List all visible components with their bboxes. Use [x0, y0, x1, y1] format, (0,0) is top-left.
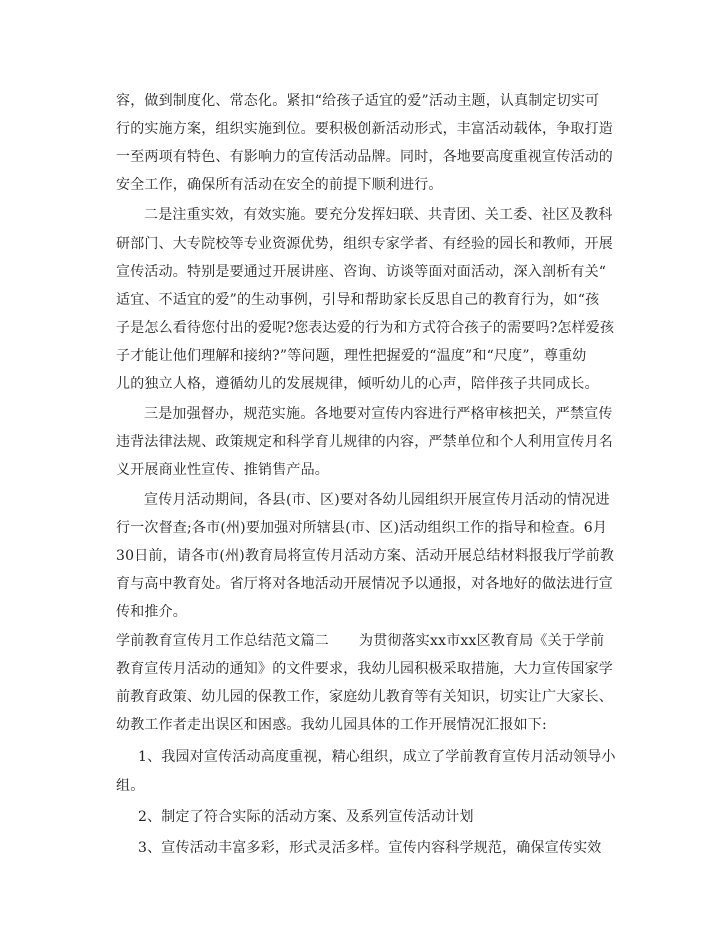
text-line: 安全工作，确保所有活动在安全的前提下顺利进行。	[116, 177, 443, 193]
text-line: 育与高中教育处。省厅将对各地活动开展情况予以通报，对各地好的做法进行宣	[116, 576, 613, 592]
text-line: 容，做到制度化、常态化。紧扣“给孩子适宜的爱”活动主题，认真制定切实可	[116, 93, 600, 109]
text-line: 前教育政策、幼儿园的保教工作，家庭幼儿教育等有关知识，切实让广大家长、	[116, 689, 613, 705]
text-line: 30日前，请各市(州)教育局将宣传月活动方案、活动开展总结材料报我厅学前教	[116, 548, 615, 564]
list-item: 1、我园对宣传活动高度重视，精心组织，成立了学前教育宣传月活动领导小	[138, 749, 616, 765]
text-line: 宣传活动。特别是要通过开展讲座、咨询、访谈等面对面活动，深入剖析有关“	[116, 264, 607, 280]
text-line: 义开展商业性宣传、推销售产品。	[116, 462, 329, 478]
list-item: 2、制定了符合实际的活动方案、及系列宣传活动计划	[138, 809, 474, 825]
text-line: 行的实施方案，组织实施到位。要积极创新活动形式，丰富活动载体，争取打造	[116, 121, 613, 137]
text-line: 传和推介。	[116, 604, 187, 620]
text-span: 为贯彻落实xx市xx区教育局《关于学前	[359, 633, 605, 649]
paragraph-start: 三是加强督办，规范实施。各地要对宣传内容进行严格审核把关，严禁宣传	[144, 406, 613, 422]
text-line: 教育宣传月活动的通知》的文件要求，我幼儿园积极采取措施，大力宣传国家学	[116, 661, 613, 677]
text-line: 适宜、不适宜的爱”的生动事例，引导和帮助家长反思自己的教育行为，如“孩	[116, 292, 600, 308]
text-line: 违背法律法规、政策规定和科学育儿规律的内容，严禁单位和个人利用宣传月名	[116, 434, 613, 450]
text-line: 一至两项有特色、有影响力的宣传活动品牌。同时，各地要高度重视宣传活动的	[116, 149, 613, 165]
paragraph-start: 二是注重实效，有效实施。要充分发挥妇联、共青团、关工委、社区及教科	[144, 207, 613, 223]
text-line: 行一次督查;各市(州)要加强对所辖县(市、区)活动组织工作的指导和检查。6月	[116, 520, 608, 536]
text-line: 儿的独立人格，遵循幼儿的发展规律，倾听幼儿的心声，陪伴孩子共同成长。	[116, 376, 599, 392]
text-line: 组。	[116, 778, 145, 794]
list-item: 3、宣传活动丰富多彩，形式灵活多样。宣传内容科学规范，确保宣传实效	[138, 840, 602, 856]
text-line: 子才能让他们理解和接纳?”等问题，理性把握爱的“温度”和“尺度”，尊重幼	[116, 348, 587, 364]
section-heading: 学前教育宣传月工作总结范文篇二	[116, 633, 329, 649]
text-line: 子是怎么看待您付出的爱呢?您表达爱的行为和方式符合孩子的需要吗?怎样爱孩	[116, 320, 615, 336]
section-heading-line	[116, 630, 616, 652]
text-line: 幼教工作者走出误区和困惑。我幼儿园具体的工作开展情况汇报如下:	[116, 717, 547, 733]
paragraph-start: 宣传月活动期间，各县(市、区)要对各幼儿园组织开展宣传月活动的情况进	[144, 492, 610, 508]
text-line: 研部门、大专院校等专业资源优势，组织专家学者、有经验的园长和教师，开展	[116, 236, 613, 252]
